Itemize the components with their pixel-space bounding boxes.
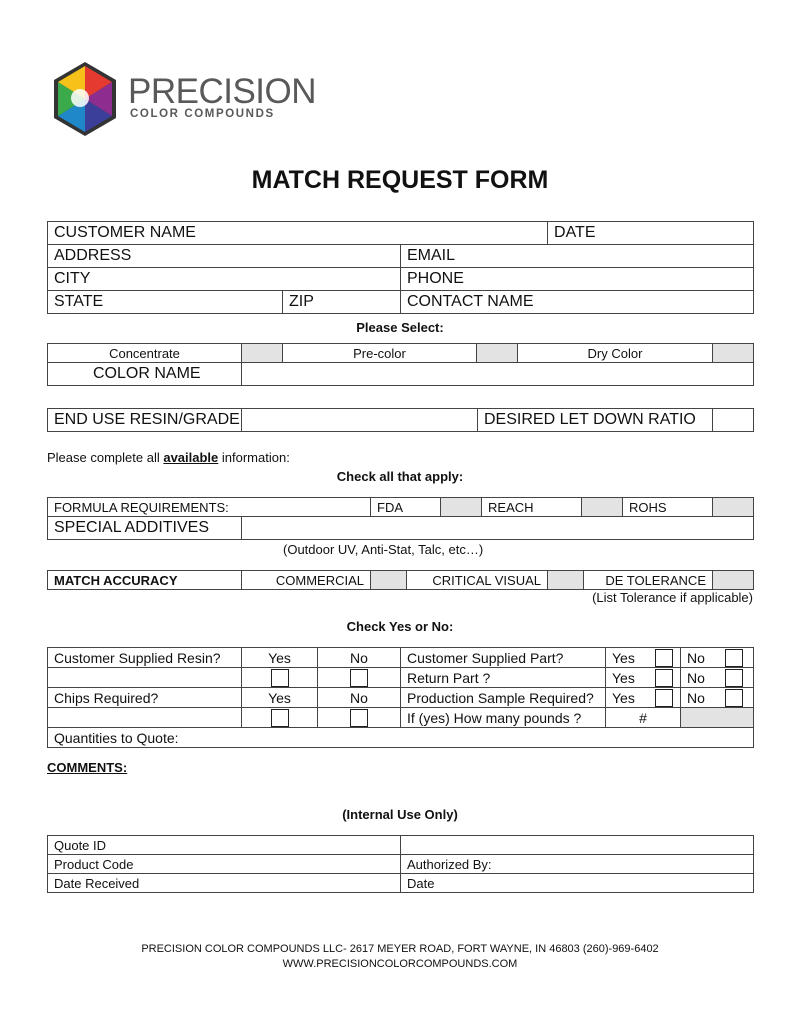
footer-website[interactable]: WWW.PRECISIONCOLORCOMPOUNDS.COM [282,958,518,970]
comments-label [47,760,127,775]
please-select-label: Please Select: [356,320,444,335]
resin-yes-cell [242,668,318,688]
let-down-ratio-label: DESIRED LET DOWN RATIO [478,409,713,432]
return-part-label: Return Part ? [401,668,606,688]
check-yes-no-label: Check Yes or No: [346,619,454,634]
brand-name: PRECISION [128,72,317,111]
customer-part-label: Customer Supplied Part? [401,648,606,668]
pounds-field[interactable]: # [606,708,681,728]
return-yes-label: Yes [606,668,648,688]
customer-name-field[interactable]: CUSTOMER NAME [48,222,548,245]
special-additives-label: SPECIAL ADDITIVES [48,517,242,540]
phone-field[interactable]: PHONE [401,268,754,291]
part-yes-cell [648,648,681,668]
precolor-label: Pre-color [283,344,477,363]
email-field[interactable]: EMAIL [401,245,754,268]
tolerance-note: (List Tolerance if applicable) [592,590,753,605]
precolor-checkbox[interactable] [477,344,518,363]
part-no-label: No [681,648,716,668]
hexagon-logo-icon [50,60,120,140]
sample-no-checkbox[interactable] [725,689,743,707]
empty-cell [48,708,242,728]
commercial-label: COMMERCIAL [242,571,371,590]
chips-yes-checkbox[interactable] [271,709,289,727]
match-accuracy-table [47,570,754,590]
contact-name-field[interactable]: CONTACT NAME [401,291,754,314]
special-additives-field[interactable] [242,517,754,540]
fda-label: FDA [371,498,441,517]
sample-yes-label: Yes [606,688,648,708]
color-name-field[interactable] [242,363,754,386]
reach-checkbox[interactable] [582,498,623,517]
critical-visual-label: CRITICAL VISUAL [407,571,548,590]
let-down-ratio-field[interactable] [713,409,754,432]
sample-yes-cell [648,688,681,708]
yes-no-table [47,647,754,748]
chips-no-label: No [318,688,401,708]
customer-info-table [47,221,754,314]
fda-checkbox[interactable] [441,498,482,517]
complete-note-before: Please complete all [47,450,164,465]
formula-requirements-label: FORMULA REQUIREMENTS: [48,498,371,517]
date-received-field[interactable]: Date Received [48,874,401,893]
sample-no-cell [716,688,754,708]
internal-date-field[interactable]: Date [401,874,754,893]
company-logo [50,60,317,140]
part-no-checkbox[interactable] [725,649,743,667]
pounds-gray-cell [681,708,754,728]
production-sample-label: Production Sample Required? [401,688,606,708]
end-use-resin-label: END USE RESIN/GRADE [48,409,242,432]
resin-no-label: No [318,648,401,668]
resin-no-cell [318,668,401,688]
resin-yes-label: Yes [242,648,318,668]
comments-text: COMMENTS: [47,760,128,775]
concentrate-label: Concentrate [48,344,242,363]
footer-address: PRECISION COLOR COMPOUNDS LLC- 2617 MEYER ROAD, FORT WAYNE, IN 46803 (260)-969-6402 [141,943,659,955]
authorized-by-field[interactable]: Authorized By: [401,855,754,874]
zip-field[interactable]: ZIP [283,291,401,314]
complete-note-emphasis: available [163,450,219,465]
state-field[interactable]: STATE [48,291,283,314]
resin-table [47,408,754,432]
chips-no-checkbox[interactable] [350,709,368,727]
additives-note: (Outdoor UV, Anti-Stat, Talc, etc…) [283,542,484,557]
product-code-field[interactable]: Product Code [48,855,401,874]
resin-no-checkbox[interactable] [350,669,368,687]
return-yes-cell [648,668,681,688]
critical-visual-checkbox[interactable] [548,571,584,590]
rohs-checkbox[interactable] [713,498,754,517]
reach-label: REACH [482,498,582,517]
sample-yes-checkbox[interactable] [655,689,673,707]
city-field[interactable]: CITY [48,268,401,291]
internal-use-label: (Internal Use Only) [342,807,458,822]
complete-note [47,450,290,465]
de-tolerance-label: DE TOLERANCE [584,571,713,590]
dry-color-label: Dry Color [518,344,713,363]
de-tolerance-field[interactable] [713,571,754,590]
brand-tagline: COLOR COMPOUNDS [130,108,275,120]
check-all-label: Check all that apply: [336,469,464,484]
part-yes-checkbox[interactable] [655,649,673,667]
how-many-pounds-label: If (yes) How many pounds ? [401,708,606,728]
part-yes-label: Yes [606,648,648,668]
commercial-checkbox[interactable] [371,571,407,590]
quote-id-field[interactable]: Quote ID [48,836,401,855]
rohs-label: ROHS [623,498,713,517]
resin-yes-checkbox[interactable] [271,669,289,687]
end-use-resin-field[interactable] [242,409,478,432]
customer-resin-label: Customer Supplied Resin? [48,648,242,668]
formula-table [47,497,754,540]
part-no-cell [716,648,754,668]
dry-color-checkbox[interactable] [713,344,754,363]
return-no-cell [716,668,754,688]
color-name-label: COLOR NAME [48,363,242,386]
chips-label: Chips Required? [48,688,242,708]
chips-yes-cell [242,708,318,728]
form-title: MATCH REQUEST FORM [251,166,549,194]
product-type-table [47,343,754,386]
quantities-field[interactable]: Quantities to Quote: [48,728,754,748]
address-field[interactable]: ADDRESS [48,245,401,268]
chips-yes-label: Yes [242,688,318,708]
match-accuracy-label: MATCH ACCURACY [48,571,242,590]
return-no-label: No [681,668,716,688]
concentrate-checkbox[interactable] [242,344,283,363]
date-field[interactable]: DATE [548,222,754,245]
sample-no-label: No [681,688,716,708]
internal-table [47,835,754,893]
chips-no-cell [318,708,401,728]
empty-cell [48,668,242,688]
return-no-checkbox[interactable] [725,669,743,687]
quote-id-value[interactable] [401,836,754,855]
complete-note-after: information: [218,450,290,465]
return-yes-checkbox[interactable] [655,669,673,687]
